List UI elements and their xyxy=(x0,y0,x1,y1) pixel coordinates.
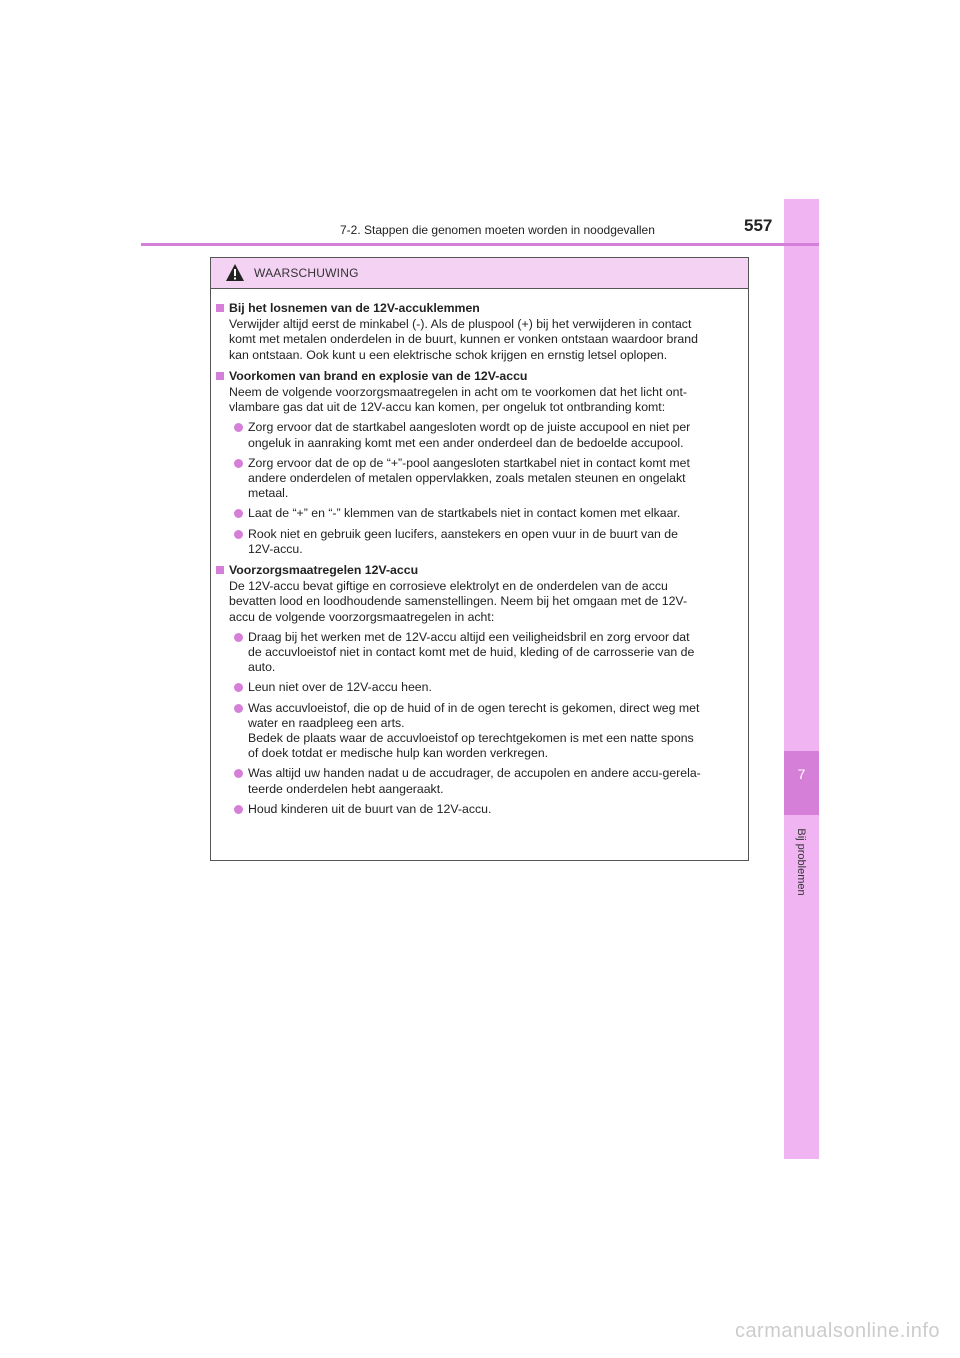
text-line: De 12V-accu bevat giftige en corrosieve elektrolyt en de onderdelen van de accu xyxy=(229,579,668,594)
bullet-item xyxy=(216,802,742,817)
text-line: Neem de volgende voorzorgsmaatregelen in acht om te voorkomen dat het licht ont- xyxy=(229,385,687,400)
section-header: 7-2. Stappen die genomen moeten worden in noodgevallen xyxy=(340,223,655,237)
round-bullet-icon xyxy=(234,683,243,692)
bullet-line: Houd kinderen uit de buurt van de 12V-accu. xyxy=(248,801,492,816)
chapter-side-tab xyxy=(784,199,819,1159)
round-bullet-icon xyxy=(234,509,243,518)
bullet-line: Zorg ervoor dat de op de “+”-pool aangesloten startkabel niet in contact komt met xyxy=(248,455,690,470)
round-bullet-icon xyxy=(234,423,243,432)
bullet-line: Rook niet en gebruik geen lucifers, aanstekers en open vuur in de buurt van de xyxy=(248,526,678,541)
bullet-line: Draag bij het werken met de 12V-accu altijd een veiligheidsbril en zorg ervoor dat xyxy=(248,629,690,644)
warning-body xyxy=(211,289,748,817)
bullet-line: Leun niet over de 12V-accu heen. xyxy=(248,680,432,695)
warning-box xyxy=(210,257,749,861)
bullet-line: Laat de “+” en “-” klemmen van de startkabels niet in contact komen met elkaar. xyxy=(248,506,681,521)
bullet-line: andere onderdelen of metalen oppervlakken, zoals metalen steunen en ongelakt xyxy=(248,471,686,486)
square-bullet-icon xyxy=(216,372,224,380)
bullet-item xyxy=(216,680,742,695)
bullet-line: 12V-accu. xyxy=(248,541,303,556)
chapter-label: Bij problemen xyxy=(795,828,807,896)
text-line: vlambare gas dat uit de 12V-accu kan komen, per ongeluk tot ontbranding komt: xyxy=(229,400,666,415)
bullet-item xyxy=(216,456,742,502)
bullet-item xyxy=(216,527,742,557)
chapter-number: 7 xyxy=(797,766,806,782)
bullet-item xyxy=(216,630,742,676)
text-line: Verwijder altijd eerst de minkabel (-). Als de pluspool (+) bij het verwijderen in contact xyxy=(229,317,692,332)
bullet-line: Zorg ervoor dat de startkabel aangesloten wordt op de juiste accupool en niet per xyxy=(248,420,691,435)
round-bullet-icon xyxy=(234,633,243,642)
watermark: carmanualsonline.info xyxy=(734,1320,940,1342)
chapter-number-block xyxy=(784,751,819,815)
round-bullet-icon xyxy=(234,805,243,814)
warning-section xyxy=(216,369,742,557)
bullet-item xyxy=(216,420,742,450)
section-heading-text: Voorkomen van brand en explosie van de 12V-accu xyxy=(229,368,528,383)
warning-triangle-icon xyxy=(225,263,245,282)
header-divider xyxy=(141,243,819,246)
page-number: 557 xyxy=(744,216,773,235)
round-bullet-icon xyxy=(234,459,243,468)
text-line: kan ontstaan. Ook kunt u een elektrische schok krijgen en ernstig letsel oplopen. xyxy=(229,347,668,362)
bullet-line: Bedek de plaats waar de accuvloeistof op terechtgekomen is met een natte spons xyxy=(248,731,694,746)
bullet-line: Was accuvloeistof, die op de huid of in de ogen terecht is gekomen, direct weg met xyxy=(248,700,700,715)
bullet-line: water en raadpleeg een arts. xyxy=(248,715,405,730)
section-heading xyxy=(216,369,742,384)
section-heading xyxy=(216,563,742,578)
warning-section xyxy=(216,563,742,817)
section-heading-text: Bij het losnemen van de 12V-accuklemmen xyxy=(229,301,480,315)
bullet-item xyxy=(216,701,742,762)
bullet-item xyxy=(216,506,742,521)
square-bullet-icon xyxy=(216,304,224,312)
text-line: komt met metalen onderdelen in de buurt, kunnen er vonken ontstaan waardoor brand xyxy=(229,332,698,347)
bullet-line: metaal. xyxy=(248,486,289,501)
round-bullet-icon xyxy=(234,704,243,713)
bullet-line: teerde onderdelen hebt aangeraakt. xyxy=(248,781,444,796)
section-heading-text: Voorzorgsmaatregelen 12V-accu xyxy=(229,563,419,578)
warning-header xyxy=(211,258,748,289)
round-bullet-icon xyxy=(234,530,243,539)
section-text xyxy=(216,579,742,625)
text-line: bevatten lood en loodhoudende samenstellingen. Neem bij het omgaan met de 12V- xyxy=(229,594,688,609)
section-text xyxy=(216,385,742,415)
bullet-line: auto. xyxy=(248,660,276,675)
bullet-line: Was altijd uw handen nadat u de accudrager, de accupolen en andere accu-gerela- xyxy=(248,766,701,781)
section-text xyxy=(216,317,742,363)
warning-section xyxy=(216,301,742,363)
bullet-line: de accuvloeistof niet in contact komt met de huid, kleding of de carrosserie van de xyxy=(248,645,695,660)
round-bullet-icon xyxy=(234,769,243,778)
bullet-item xyxy=(216,766,742,796)
bullet-line: of doek totdat er medische hulp kan worden verkregen. xyxy=(248,746,549,761)
text-line: accu de volgende voorzorgsmaatregelen in acht: xyxy=(229,609,495,624)
section-heading xyxy=(216,301,742,316)
bullet-line: ongeluk in aanraking komt met een ander onderdeel dan de bedoelde accupool. xyxy=(248,435,684,450)
warning-title: WAARSCHUWING xyxy=(254,266,359,280)
square-bullet-icon xyxy=(216,566,224,574)
